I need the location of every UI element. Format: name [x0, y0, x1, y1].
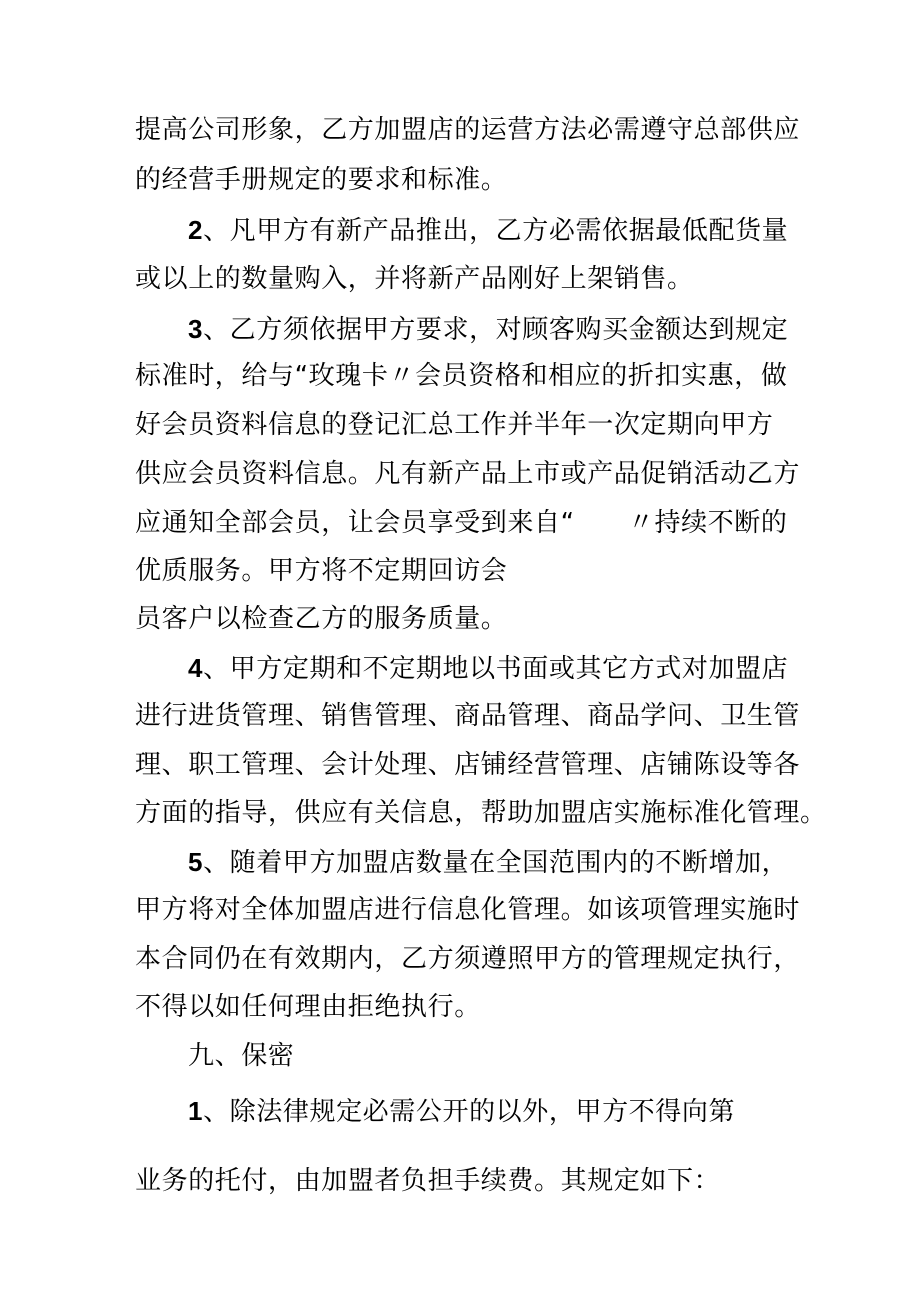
text-line: 不得以如任何理由拒绝执行。 — [135, 992, 481, 1022]
text-line: 方面的指导，供应有关信息，帮助加盟店实施标准化管理。 — [135, 798, 827, 828]
text-line: 供应会员资料信息。凡有新产品上市或产品促销活动乙方 — [135, 459, 801, 489]
text-line: 甲方将对全体加盟店进行信息化管理。如该项管理实施时 — [135, 895, 801, 925]
text-line: 好会员资料信息的登记汇总工作并半年一次定期向甲方 — [135, 410, 774, 440]
clause-text: 、甲方定期和不定期地以书面或其它方式对加盟店 — [203, 654, 789, 684]
clause-number: 5 — [188, 847, 204, 877]
section-heading: 九、保密 — [188, 1041, 295, 1071]
text-line: 提高公司形象，乙方加盟店的运营方法必需遵守总部供应 — [135, 115, 801, 145]
text-line: 标准时，给与“玫瑰卡〃会员资格和相应的折扣实惠，做 — [135, 361, 788, 391]
clause-text: 、除法律规定必需公开的以外，甲方不得向第 — [203, 1097, 736, 1127]
text-line: 的经营手册规定的要求和标准。 — [135, 165, 508, 195]
clause-text: 、凡甲方有新产品推出，乙方必需依据最低配货量 — [203, 216, 789, 246]
text-line: 优质服务。甲方将不定期回访会 — [135, 556, 508, 586]
clause-number: 2 — [188, 215, 204, 245]
clause-text: 、随着甲方加盟店数量在全国范围内的不断增加， — [203, 848, 789, 878]
clause-text: 、乙方须依据甲方要求，对顾客购买金额达到规定 — [203, 315, 789, 345]
clause-4 — [188, 653, 788, 683]
clause-number: 4 — [188, 653, 204, 683]
clause-2 — [188, 215, 788, 245]
text-line: 本合同仍在有效期内，乙方须遵照甲方的管理规定执行， — [135, 944, 801, 974]
text-line: 业务的托付，由加盟者负担手续费。其规定如下： — [135, 1166, 721, 1196]
text-line: 理、职工管理、会计处理、店铺经营管理、店铺陈设等各 — [135, 750, 801, 780]
text-line: 进行进货管理、销售管理、商品管理、商品学问、卫生管 — [135, 701, 801, 731]
clause-1 — [188, 1096, 735, 1126]
clause-number: 3 — [188, 314, 204, 344]
clause-5 — [188, 847, 788, 877]
text-line: 应通知全部会员，让会员享受到来自“ 〃持续不断的 — [135, 508, 788, 538]
clause-number: 1 — [188, 1096, 204, 1126]
clause-3 — [188, 314, 788, 344]
text-line: 或以上的数量购入，并将新产品刚好上架销售。 — [135, 264, 694, 294]
text-line: 员客户以检查乙方的服务质量。 — [135, 604, 508, 634]
